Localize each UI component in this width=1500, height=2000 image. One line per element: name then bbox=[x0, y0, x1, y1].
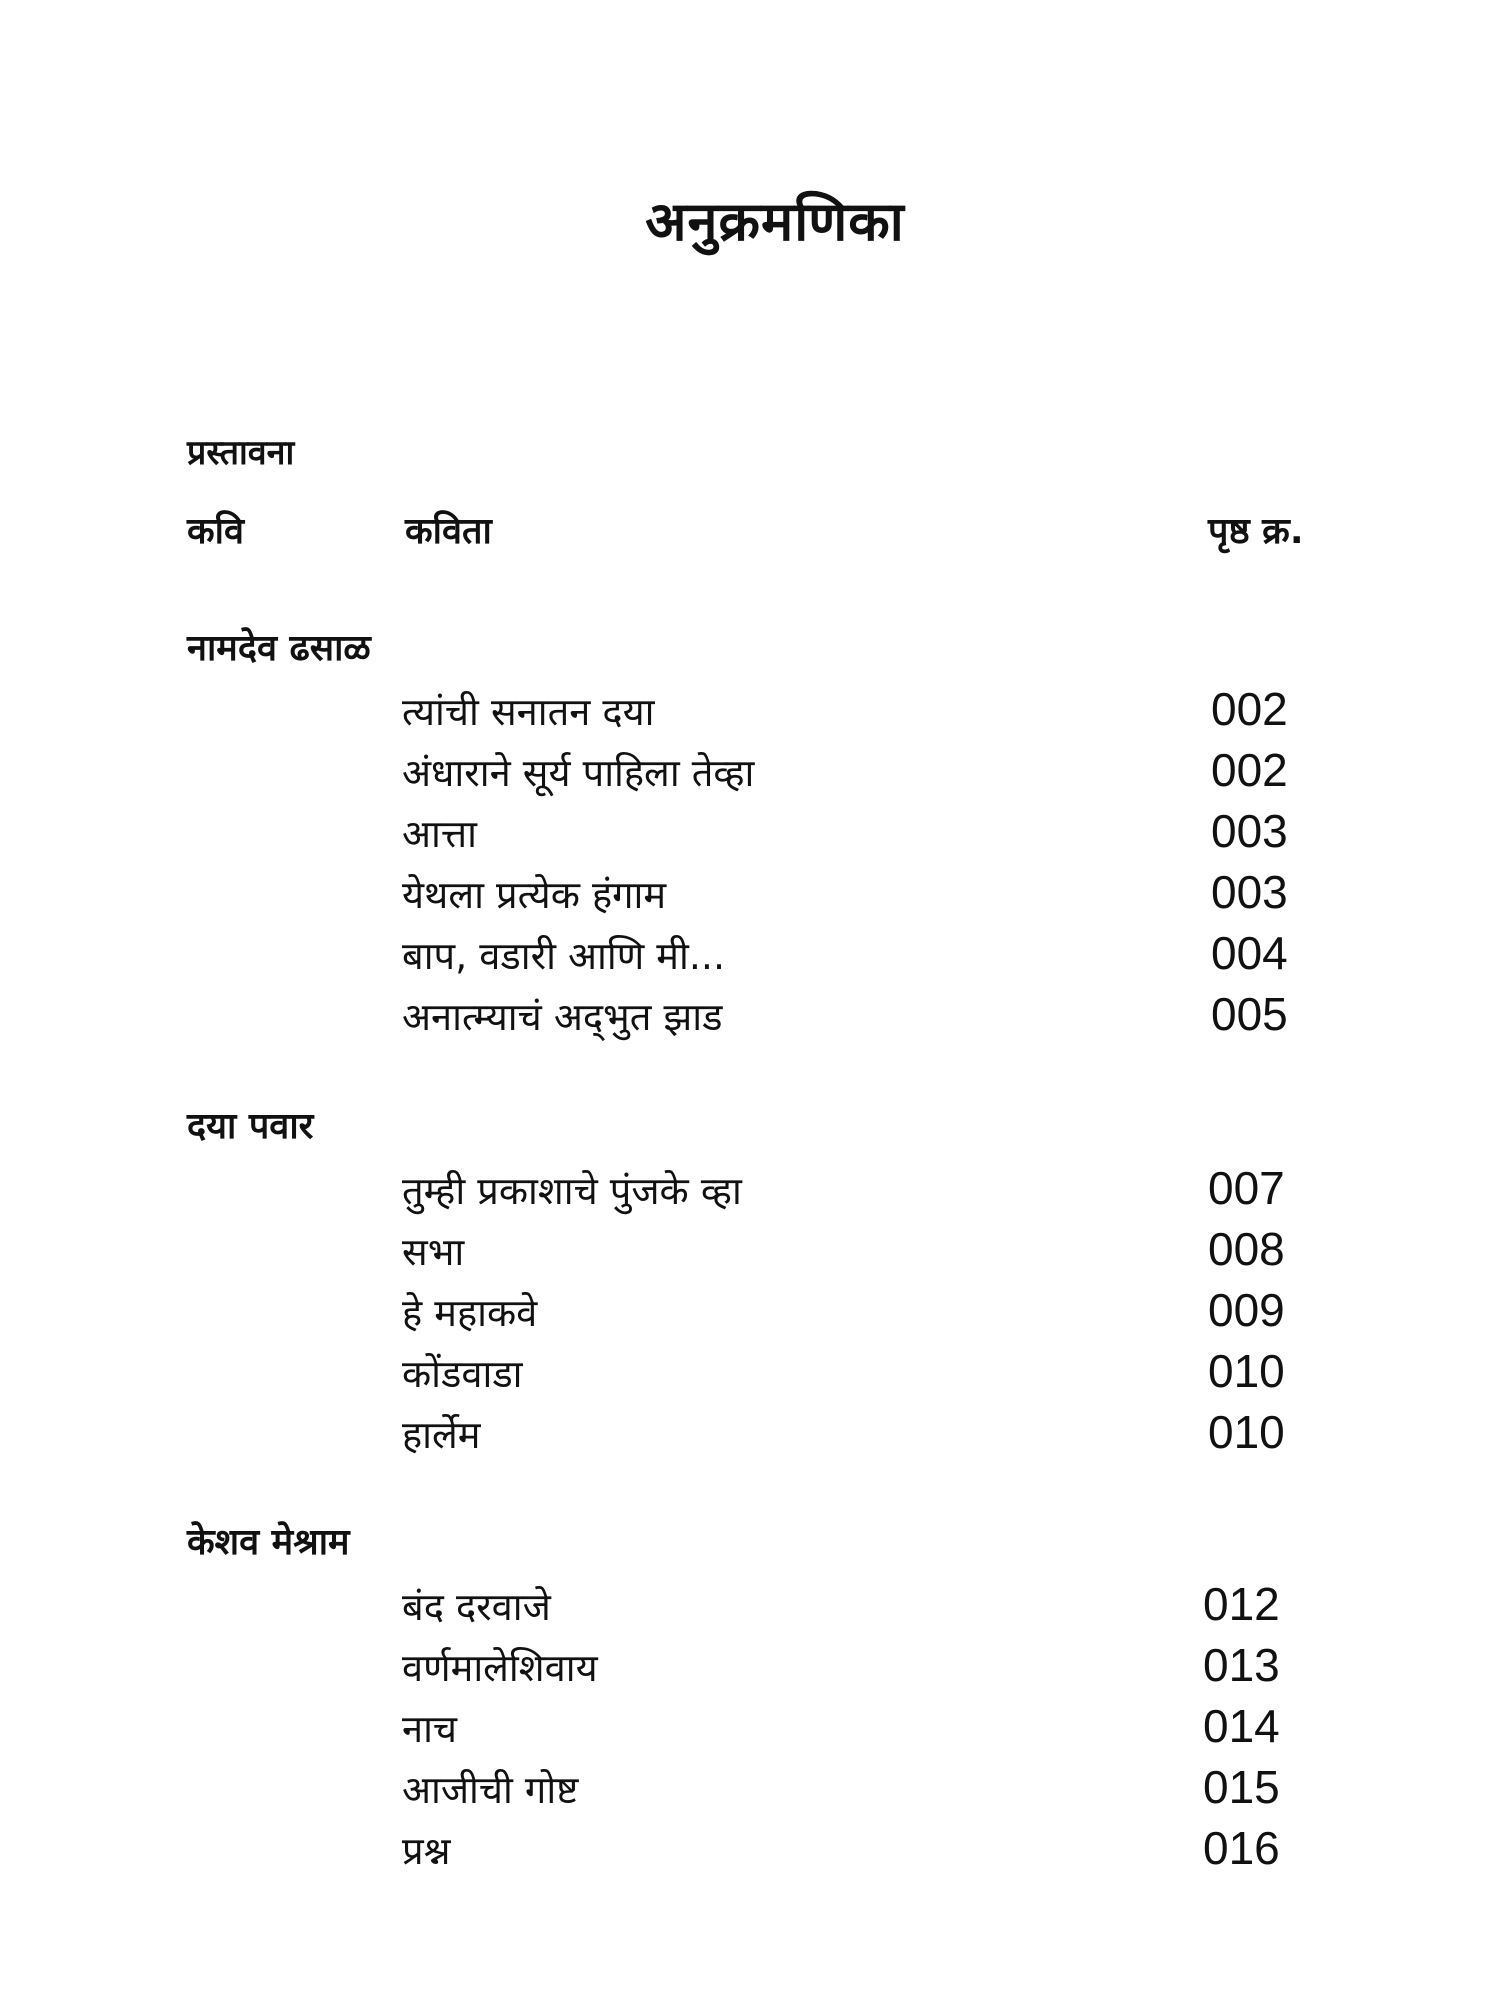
toc-entry-title: कोंडवाडा bbox=[402, 1352, 523, 1396]
toc-entry-page: 010 bbox=[1208, 1345, 1285, 1397]
toc-entry-page: 013 bbox=[1203, 1639, 1280, 1691]
page-title: अनुक्रमणिका bbox=[645, 190, 905, 253]
toc-entry-title: तुम्ही प्रकाशाचे पुंजके व्हा bbox=[402, 1169, 742, 1213]
toc-entry-page: 010 bbox=[1208, 1406, 1285, 1458]
toc-entry-page: 009 bbox=[1208, 1284, 1285, 1336]
toc-entry-page: 016 bbox=[1203, 1822, 1280, 1874]
preface-link: प्रस्तावना bbox=[187, 433, 295, 473]
toc-entry-title: नाच bbox=[402, 1707, 458, 1751]
toc-entry-title: हार्लेम bbox=[402, 1413, 481, 1457]
toc-entry-page: 003 bbox=[1211, 866, 1288, 918]
toc-entry-title: सभा bbox=[402, 1230, 465, 1274]
section-poet-name: केशव मेश्राम bbox=[187, 1522, 350, 1563]
toc-entry-title: बाप, वडारी आणि मी... bbox=[402, 934, 726, 978]
toc-entry-page: 008 bbox=[1208, 1223, 1285, 1275]
toc-entry-title: येथला प्रत्येक हंगाम bbox=[402, 873, 667, 917]
section-poet-name: दया पवार bbox=[187, 1106, 314, 1147]
toc-entry-title: वर्णमालेशिवाय bbox=[402, 1646, 598, 1690]
toc-entry-page: 007 bbox=[1208, 1162, 1285, 1214]
toc-entry-title: अनात्म्याचं अद्‌भुत झाड bbox=[402, 995, 723, 1039]
header-page-number: पृष्ठ क्र. bbox=[1208, 511, 1304, 552]
toc-entry-title: आत्ता bbox=[402, 812, 477, 856]
toc-entry-page: 014 bbox=[1203, 1700, 1280, 1752]
toc-entry-page: 003 bbox=[1211, 805, 1288, 857]
toc-entry-title: प्रश्न bbox=[402, 1829, 451, 1873]
toc-entry-page: 002 bbox=[1211, 744, 1288, 796]
section-poet-name: नामदेव ढसाळ bbox=[187, 628, 371, 669]
toc-entry-title: अंधाराने सूर्य पाहिला तेव्हा bbox=[402, 751, 755, 795]
toc-entry-title: हे महाकवे bbox=[402, 1291, 538, 1335]
toc-entry-title: त्यांची सनातन दया bbox=[402, 690, 655, 734]
toc-entry-page: 005 bbox=[1211, 988, 1288, 1040]
toc-entry-page: 015 bbox=[1203, 1761, 1280, 1813]
toc-entry-title: आजीची गोष्ट bbox=[402, 1768, 579, 1812]
toc-entry-page: 004 bbox=[1211, 927, 1288, 979]
header-poet: कवि bbox=[187, 511, 244, 552]
toc-entry-page: 012 bbox=[1203, 1578, 1280, 1630]
toc-entry-page: 002 bbox=[1211, 683, 1288, 735]
header-poem: कविता bbox=[405, 511, 492, 552]
toc-entry-title: बंद दरवाजे bbox=[402, 1585, 551, 1629]
